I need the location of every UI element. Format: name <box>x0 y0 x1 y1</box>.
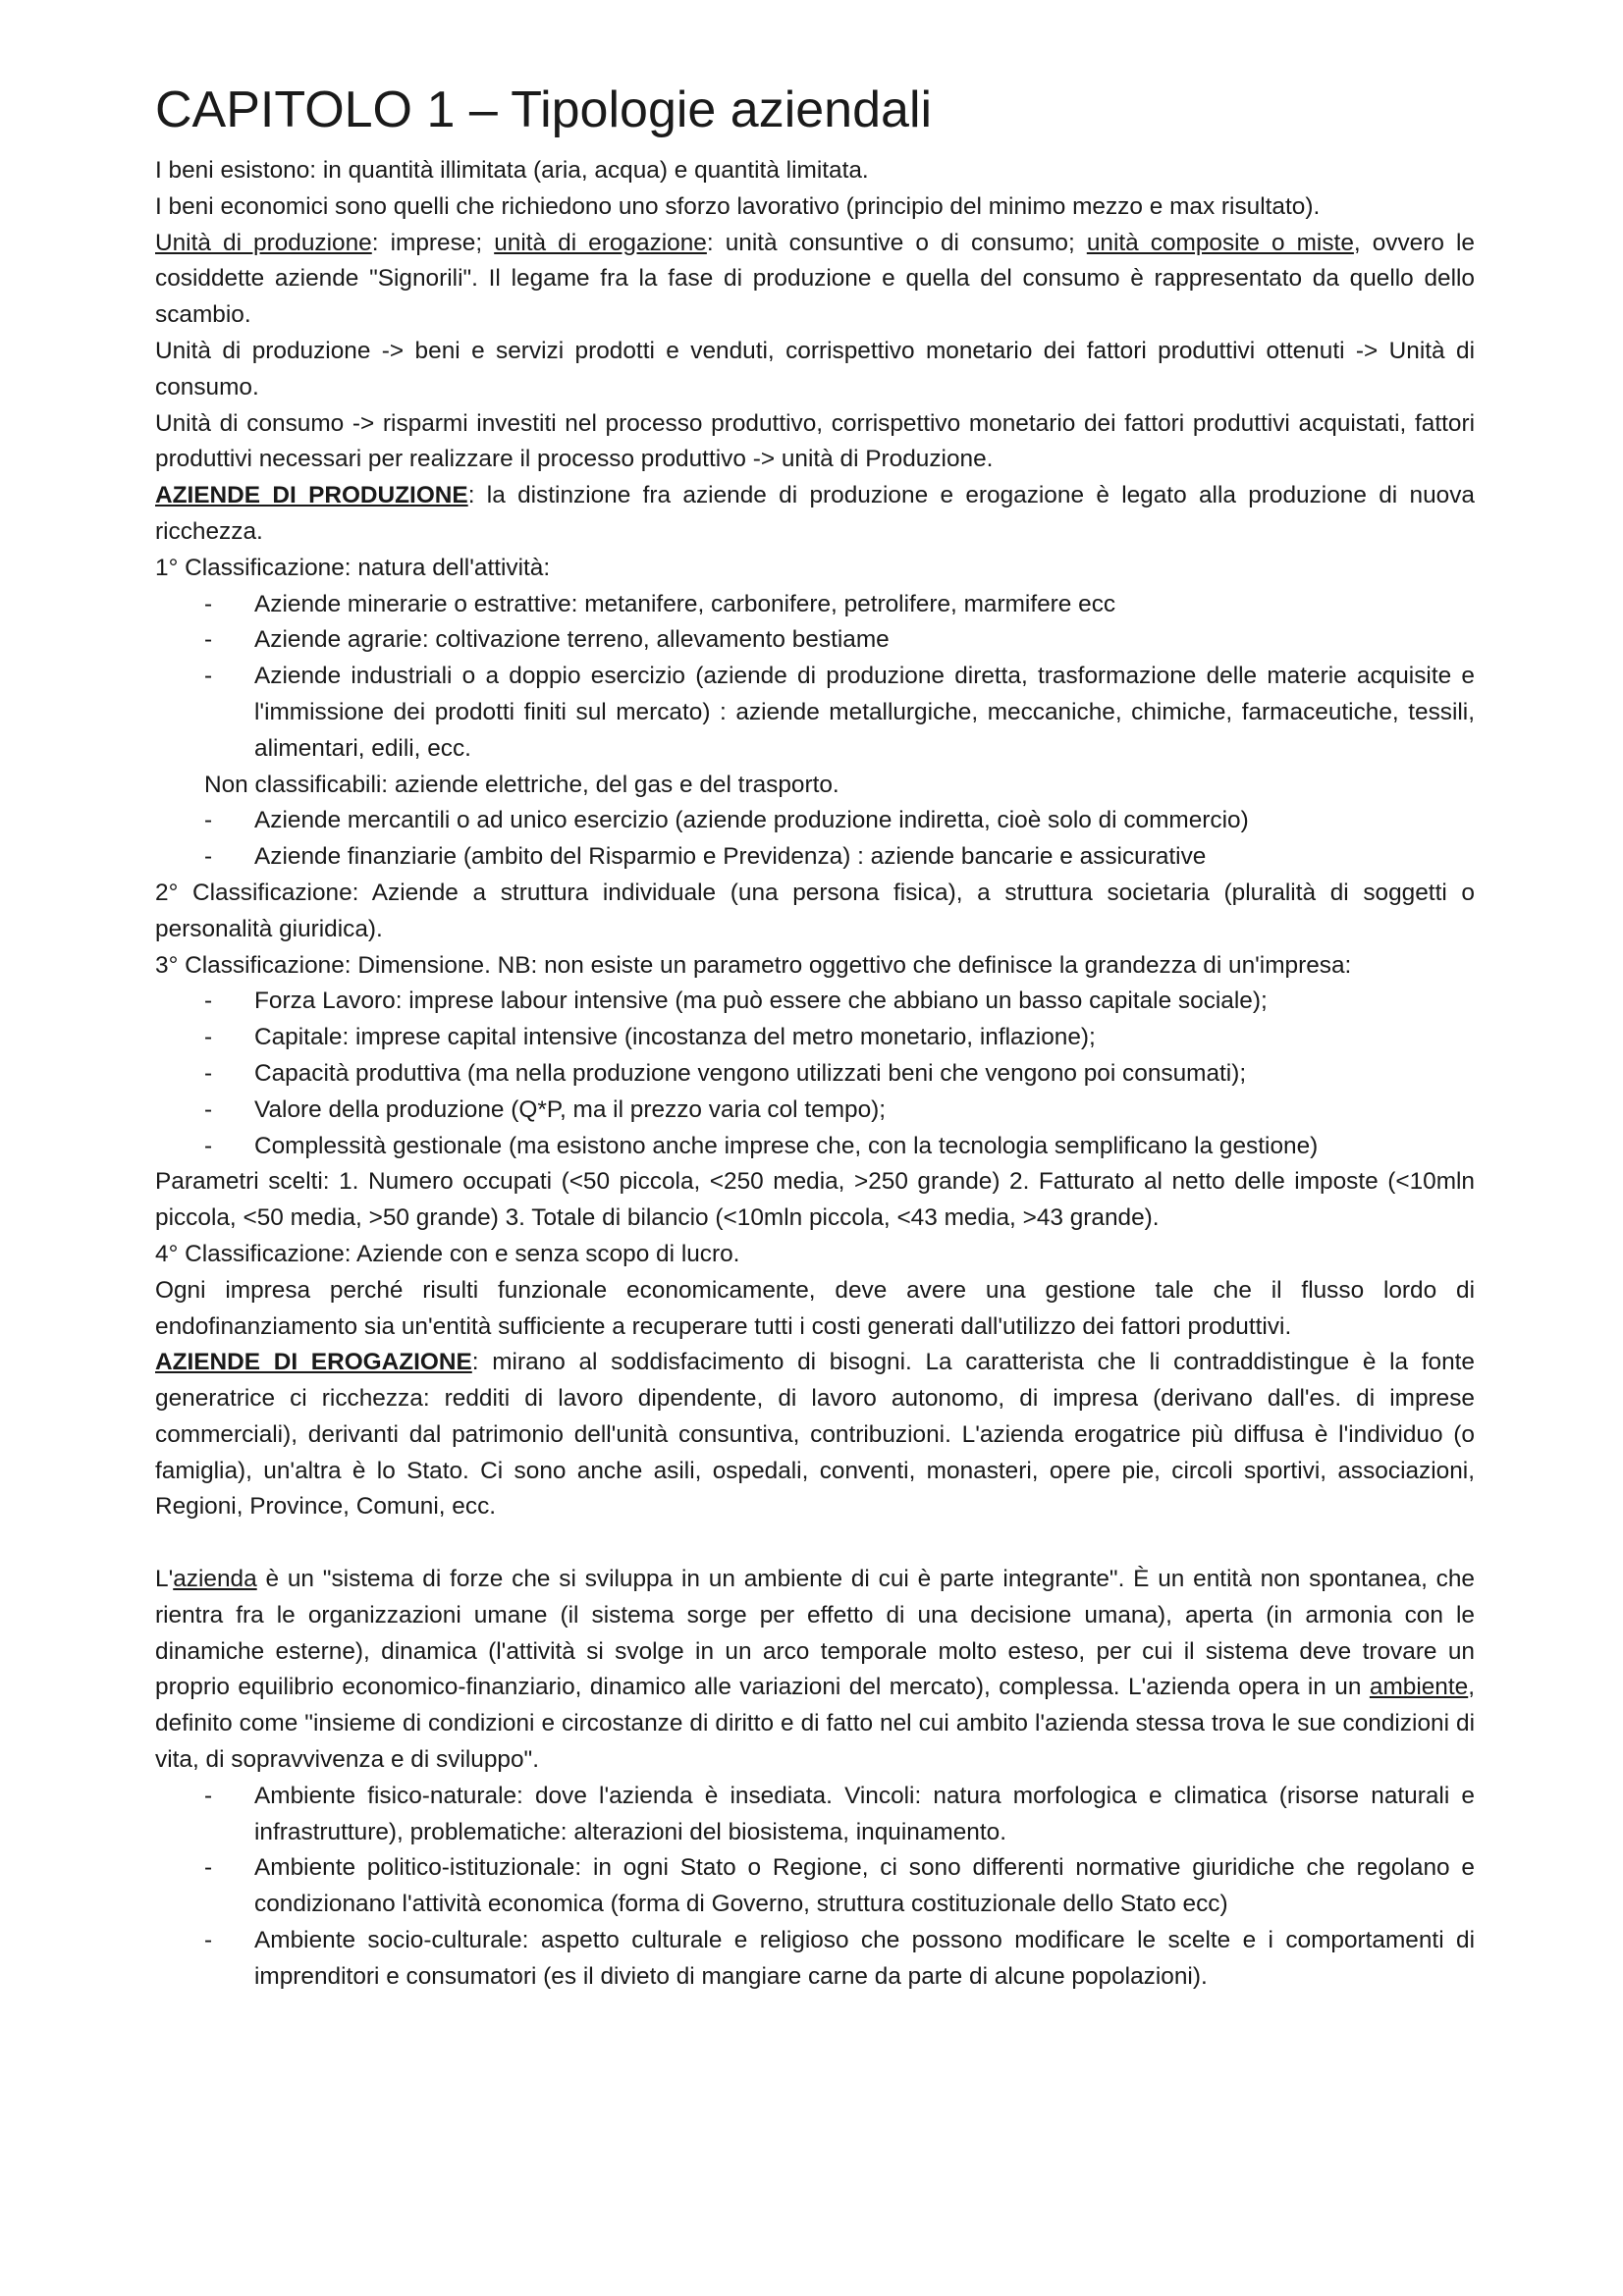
text-span: : la distinzione fra aziende di produzione e erogazione è legato alla produzione di nuova ricchezza. <box>155 482 1475 545</box>
paragraph-aziende-erogazione <box>155 1345 1475 1525</box>
list-mercantili <box>155 803 1475 876</box>
text-span: , definito come "insieme di condizioni e circostanze di diritto e di fatto nel cui ambito l'azienda stessa trova le sue condizioni di vita, di sopravvivenza e di sviluppo". <box>155 1674 1475 1774</box>
list-item: - Aziende agrarie: coltivazione terreno, allevamento bestiame <box>155 622 1475 659</box>
list-natura-attivita <box>155 587 1475 768</box>
parametri-scelti: Parametri scelti: 1. Numero occupati (<50 piccola, <250 media, >250 grande) 2. Fatturato al netto delle imposte (<10mln piccola, <50 media, >50 grande) 3. Totale di bilancio (<10mln piccola, <43 media, >43 grande). <box>155 1168 1475 1232</box>
list-item: - Ambiente fisico-naturale: dove l'azienda è insediata. Vincoli: natura morfologica e climatica (risorse naturali e infrastrutture), problematiche: alterazioni del biosistema, inquinamento. <box>155 1779 1475 1851</box>
text-span: : mirano al soddisfacimento di bisogni. La caratterista che li contraddistingue è la fonte generatrice ci ricchezza: redditi di lavoro dipendente, di lavoro autonomo, di impresa (derivano dall'es. di imprese commerciali), derivanti dal patrimonio dell'unità consuntiva, contribuzioni. L'azienda erogatrice più diffusa è l'individuo (o famiglia), un'altra è lo Stato. Ci sono anche asili, ospedali, conventi, monasteri, opere pie, circoli sportivi, associazioni, Regioni, Province, Comuni, ecc. <box>155 1349 1475 1521</box>
section-heading: AZIENDE DI PRODUZIONE <box>155 482 468 509</box>
list-item: - Aziende finanziarie (ambito del Risparmio e Previdenza) : aziende bancarie e assicurative <box>155 839 1475 876</box>
underlined-term: azienda <box>173 1566 257 1593</box>
paragraph-produzione-flow: Unità di produzione -> beni e servizi prodotti e venduti, corrispettivo monetario dei fattori produttivi ottenuti -> Unità di consumo. <box>155 337 1475 400</box>
text-span: : unità consuntive o di consumo; <box>706 229 1087 256</box>
underlined-term: Unità di produzione <box>155 229 372 256</box>
list-item: - Capitale: imprese capital intensive (incostanza del metro monetario, inflazione); <box>155 1020 1475 1056</box>
text-span: è un "sistema di forze che si sviluppa in un ambiente di cui è parte integrante". È un entità non spontanea, che rientra fra le organizzazioni umane (il sistema sorge per effetto di una decisione umana), aperta (in armonia con le dinamiche esterne), dinamica (l'attività si svolge in un arco temporale molto esteso, per cui il sistema deve trovare un proprio equilibrio economico-finanziario, dinamico alle variazioni del mercato), complessa. L'azienda opera in un <box>155 1566 1475 1701</box>
underlined-term: unità composite o miste <box>1086 229 1354 256</box>
list-item: - Aziende industriali o a doppio esercizio (aziende di produzione diretta, trasformazione delle materie acquisite e l'immissione dei prodotti finiti sul mercato) : aziende metallurgiche, meccaniche, chimiche, farmaceutiche, tessili, alimentari, edili, ecc. <box>155 659 1475 767</box>
classificazione-4: 4° Classificazione: Aziende con e senza scopo di lucro. <box>155 1240 740 1267</box>
list-item: - Aziende mercantili o ad unico esercizio (aziende produzione indiretta, cioè solo di commercio) <box>155 803 1475 839</box>
paragraph-azienda-definizione <box>155 1562 1475 1779</box>
list-item: - Valore della produzione (Q*P, ma il prezzo varia col tempo); <box>155 1093 1475 1129</box>
underlined-term: ambiente <box>1369 1674 1469 1701</box>
blank-line <box>155 1525 1475 1562</box>
underlined-term: unità di erogazione <box>494 229 707 256</box>
document-page <box>155 71 1475 1996</box>
text-span: : imprese; <box>371 229 495 256</box>
non-classificabili: Non classificabili: aziende elettriche, del gas e del trasporto. <box>204 771 839 798</box>
list-item: - Complessità gestionale (ma esistono anche imprese che, con la tecnologia semplificano la gestione) <box>155 1129 1475 1165</box>
paragraph-beni-economici: I beni economici sono quelli che richiedono uno sforzo lavorativo (principio del minimo mezzo e max risultato). <box>155 192 1321 220</box>
list-item: - Capacità produttiva (ma nella produzione vengono utilizzati beni che vengono poi consumati); <box>155 1056 1475 1093</box>
list-item: - Ambiente politico-istituzionale: in ogni Stato o Regione, ci sono differenti normative giuridiche che regolano e condizionano l'attività economica (forma di Governo, struttura costituzionale dello Stato ecc) <box>155 1850 1475 1923</box>
classificazione-2: 2° Classificazione: Aziende a struttura individuale (una persona fisica), a struttura societaria (pluralità di soggetti o personalità giuridica). <box>155 879 1475 942</box>
list-item: - Aziende minerarie o estrattive: metanifere, carbonifere, petrolifere, marmifere ecc <box>155 587 1475 623</box>
list-item: - Forza Lavoro: imprese labour intensive (ma può essere che abbiano un basso capitale sociale); <box>155 984 1475 1020</box>
list-ambienti <box>155 1779 1475 1996</box>
paragraph-aziende-produzione <box>155 478 1475 551</box>
text-span: L' <box>155 1566 174 1593</box>
list-item: - Ambiente socio-culturale: aspetto culturale e religioso che possono modificare le scelte e i comportamenti di imprenditori e consumatori (es il divieto di mangiare carne da parte di alcune popolazioni). <box>155 1923 1475 1996</box>
classificazione-3: 3° Classificazione: Dimensione. NB: non esiste un parametro oggettivo che definisce la grandezza di un'impresa: <box>155 951 1352 979</box>
chapter-title: CAPITOLO 1 – Tipologie aziendali <box>155 81 933 138</box>
classificazione-1: 1° Classificazione: natura dell'attività: <box>155 554 551 581</box>
section-heading: AZIENDE DI EROGAZIONE <box>155 1349 472 1376</box>
paragraph-ogni-impresa: Ogni impresa perché risulti funzionale economicamente, deve avere una gestione tale che il flusso lordo di endofinanziamento sia un'entità sufficiente a recuperare tutti i costi generati dall'utilizzo dei fattori produttivi. <box>155 1276 1475 1340</box>
paragraph-unita <box>155 226 1475 334</box>
paragraph-beni: I beni esistono: in quantità illimitata (aria, acqua) e quantità limitata. <box>155 157 869 184</box>
text-span: , ovvero le cosiddette aziende "Signorili". Il legame fra la fase di produzione e quella del consumo è rappresentato da quello dello scambio. <box>155 229 1475 329</box>
list-dimensione <box>155 984 1475 1164</box>
paragraph-consumo-flow: Unità di consumo -> risparmi investiti nel processo produttivo, corrispettivo monetario dei fattori produttivi acquistati, fattori produttivi necessari per realizzare il processo produttivo -> unità di Produzione. <box>155 409 1475 473</box>
